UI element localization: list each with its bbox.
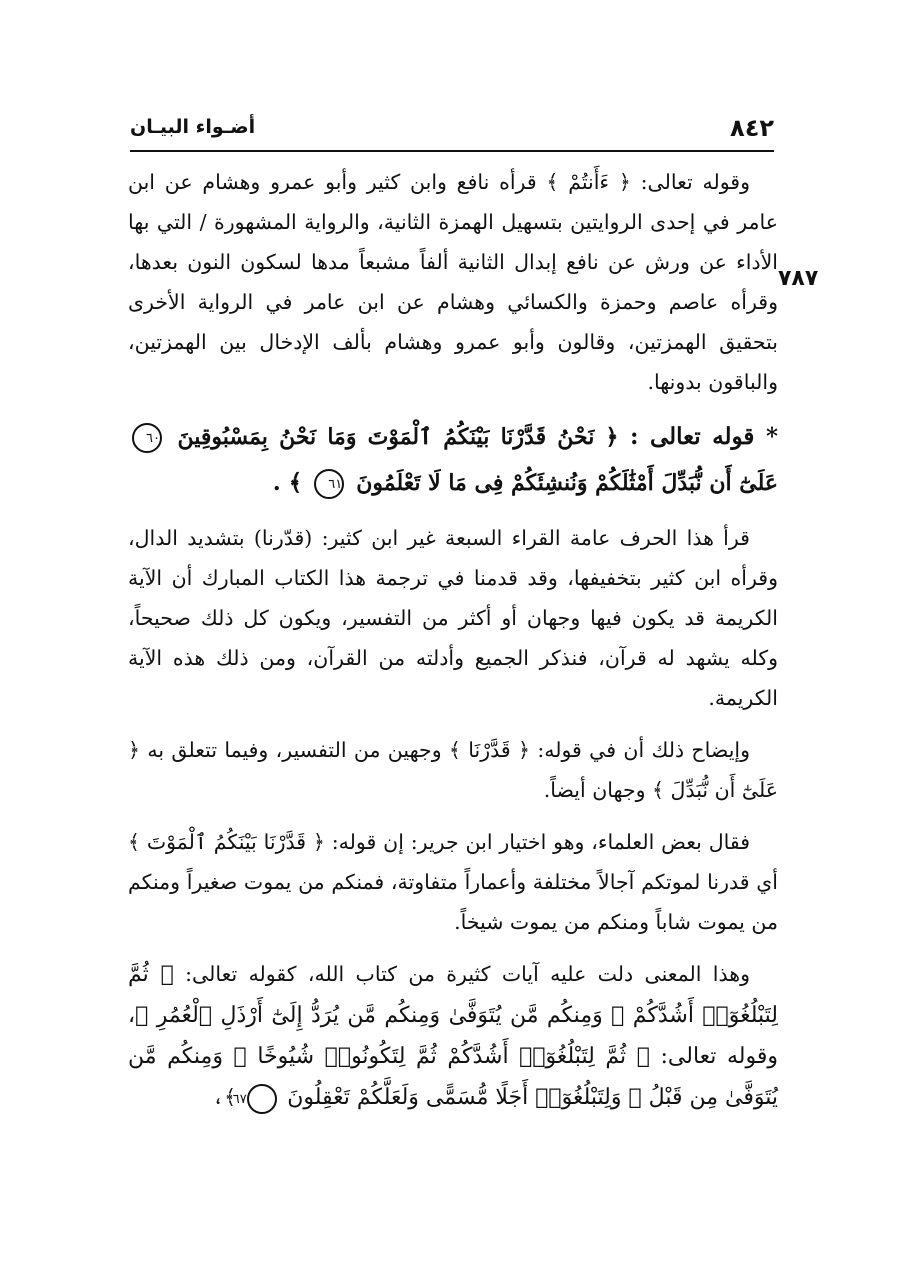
evidence-close: ﴾، bbox=[212, 1085, 237, 1109]
ayah-number-67: ٦٧ bbox=[247, 1084, 277, 1114]
ayah-intro: * قوله تعالى : bbox=[629, 423, 778, 450]
paragraph-ibn-jarir: فقال بعض العلماء، وهو اختيار ابن جرير: إن قوله: ﴿ قَدَّرْنَا بَيْنَكُمُ ٱلْمَوْتَ ﴾ أي قدرنا لموتكم آجالاً مختلفة وأعماراً متفاوتة، فمنكم من يموت صغيراً ومنكم من يموت شاباً ومنكم من يموت شيخاً. bbox=[128, 830, 778, 934]
margin-page-marker: ٧٨٧ bbox=[778, 266, 819, 291]
evidence-ayat: ﴿ ثُمَّ لِتَبْلُغُوٓا۟ أَشُدَّكُمْ ۖ وَمِنكُم مَّن يُتَوَفَّىٰ وَمِنكُم مَّن يُرَدُّ إِلَىٰٓ أَرْذَلِ ٱلْعُمُرِ ﴾، وقوله تعالى: ﴿ ثُمَّ لِتَبْلُغُوٓا۟ أَشُدَّكُمْ ثُمَّ لِتَكُونُوا۟ شُيُوخًا ۚ وَمِنكُم مَّن يُتَوَفَّىٰ مِن قَبْلُ ۖ وَلِتَبْلُغُوٓا۟ أَجَلًا مُّسَمًّى وَلَعَلَّكُمْ تَعْقِلُونَ bbox=[128, 962, 778, 1110]
ayah-number-61: ٦١ bbox=[314, 469, 344, 499]
ayah-close: ﴾ . bbox=[272, 469, 303, 496]
ayah-text-61: عَلَىٰٓ أَن نُّبَدِّلَ أَمْثَٰلَكُمْ وَنُنشِئَكُمْ فِى مَا لَا تَعْلَمُونَ bbox=[356, 470, 778, 496]
paragraph-qiraat-antum: وقوله تعالى: ﴿ ءَأَنتُمْ ﴾ قرأه نافع وابن كثير وأبو عمرو وهشام عن ابن عامر في إحدى الروايتين بتسهيل الهمزة الثانية، والرواية المشهورة / التي بها الأداء عن ورش عن نافع إبدال الثانية ألفاً مشبعاً مدها لسكون النون بعدها، وقرأه عاصم وحمزة والكسائي وهشام عن ابن عامر في الرواية الأخرى بتحقيق الهمزتين، وقالون وأبو عمرو وهشام بألف الإدخال بين الهمزتين، والباقون بدونها. bbox=[128, 170, 778, 394]
ayah-block bbox=[128, 414, 778, 506]
page-number: ٨٤٢ bbox=[730, 114, 774, 142]
ayah-number-60: ٦٠ bbox=[132, 423, 162, 453]
text-body bbox=[128, 162, 778, 1118]
paragraph-evidence bbox=[128, 954, 778, 1118]
paragraph-qaddarna-reading: قرأ هذا الحرف عامة القراء السبعة غير ابن كثير: (قدّرنا) بتشديد الدال، وقرأه ابن كثير بتخفيفها، وقد قدمنا في ترجمة هذا الكتاب المبارك أن الآية الكريمة قد يكون فيها وجهان أو أكثر من التفسير، ويكون كل ذلك صحيحاً، وكله يشهد له قرآن، فنذكر الجميع وأدلته من القرآن، ومن ذلك هذه الآية الكريمة. bbox=[128, 526, 778, 710]
evidence-intro: وهذا المعنى دلت عليه آيات كثيرة من كتاب الله، كقوله تعالى: bbox=[185, 962, 750, 986]
book-title: أضـواء البيـان bbox=[130, 116, 256, 138]
ayah-text-60: ﴿ نَحْنُ قَدَّرْنَا بَيْنَكُمُ ٱلْمَوْتَ وَمَا نَحْنُ بِمَسْبُوقِينَ bbox=[177, 424, 619, 450]
paragraph-two-meanings: وإيضاح ذلك أن في قوله: ﴿ قَدَّرْنَا ﴾ وجهين من التفسير، وفيما تتعلق به ﴿ عَلَىٰٓ أَن نُّبَدِّلَ ﴾ وجهان أيضاً. bbox=[128, 738, 778, 802]
page-header bbox=[130, 110, 774, 152]
